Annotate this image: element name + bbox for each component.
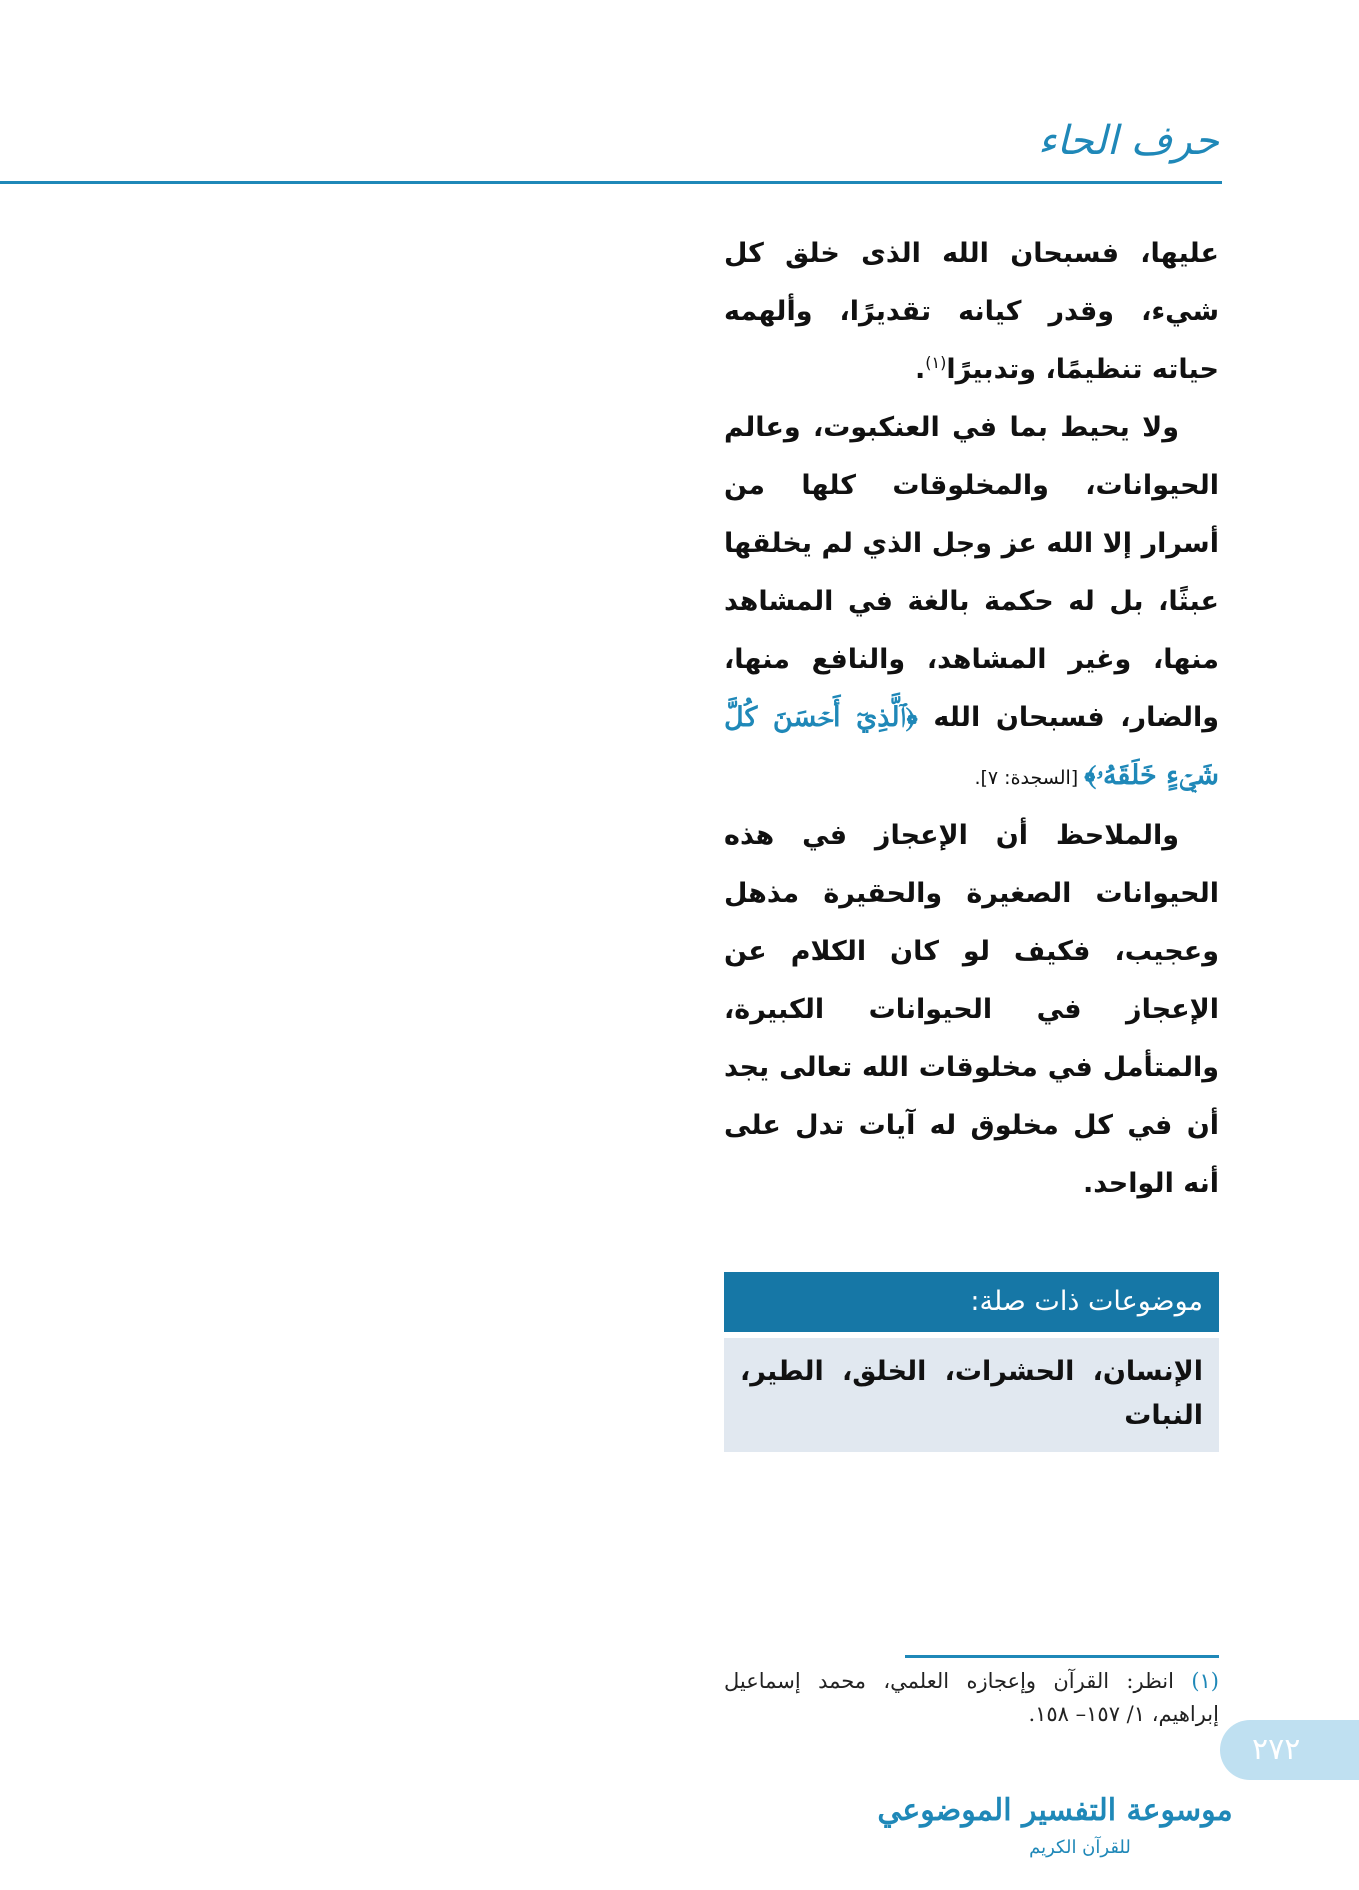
- paragraph-3: [724, 807, 1219, 1213]
- paragraph-2: [724, 399, 1219, 807]
- footnote-rule: [905, 1655, 1219, 1658]
- header-rule: [0, 181, 1222, 184]
- series-logo-title: موسوعة التفسير الموضوعي: [877, 1793, 1233, 1828]
- body-text: [724, 225, 1219, 1213]
- surah-reference: [السجدة: ٧].: [974, 767, 1085, 789]
- related-topics-list: الإنسان، الحشرات، الخلق، الطير، النبات: [724, 1338, 1219, 1452]
- footnote-number: (١): [1191, 1669, 1219, 1693]
- paragraph-1-text: عليها، فسبحان الله الذى خلق كل شيء، وقدر كيانه تقديرًا، وألهمه حياته تنظيمًا، وتدبيرًا: [724, 238, 1219, 385]
- chapter-title: حرف الحاء: [1037, 118, 1219, 164]
- footnote: [724, 1665, 1219, 1731]
- page-number-badge: [1220, 1720, 1359, 1780]
- paragraph-3-text: والملاحظ أن الإعجاز في هذه الحيوانات الصغيرة والحقيرة مذهل وعجيب، فكيف لو كان الكلام عن الإعجاز في الحيوانات الكبيرة، والمتأمل في مخلوقات الله تعالى يجد أن في كل مخلوق له آيات تدل على أنه الواحد.: [724, 820, 1219, 1199]
- related-topics-box: [724, 1272, 1219, 1452]
- series-logo-subtitle: للقرآن الكريم: [1029, 1837, 1131, 1858]
- paragraph-1-tail: .: [915, 354, 926, 385]
- footnote-ref: (١): [925, 353, 947, 372]
- paragraph-2-text: ولا يحيط بما في العنكبوت، وعالم الحيوانات، والمخلوقات كلها من أسرار إلا الله عز وجل الذي لم يخلقها عبثًا، بل له حكمة بالغة في المشاهد منها، وغير المشاهد، والنافع منها، والضار، فسبحان الله: [724, 412, 1219, 733]
- quran-verse: ﴿ٱلَّذِيٓ أَحۡسَنَ كُلَّ شَيۡءٍ خَلَقَهُۥ﴾: [724, 702, 1219, 791]
- page-number: ٢٧٢: [1252, 1732, 1301, 1767]
- footnote-text: انظر: القرآن وإعجازه العلمي، محمد إسماعيل إبراهيم، ١/ ١٥٧– ١٥٨.: [724, 1669, 1219, 1726]
- paragraph-1: [724, 225, 1219, 399]
- related-topics-heading: موضوعات ذات صلة:: [724, 1272, 1219, 1332]
- series-logo: [877, 1775, 1233, 1870]
